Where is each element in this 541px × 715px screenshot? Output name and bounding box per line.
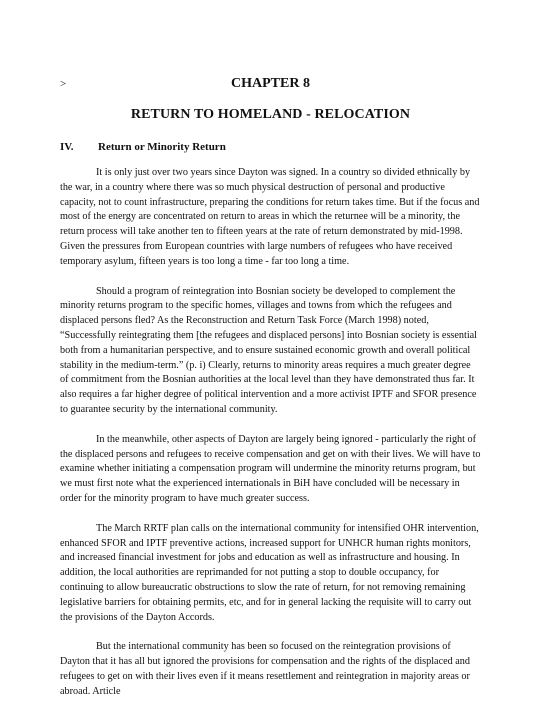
chapter-label: CHAPTER 8 [231,76,310,91]
section-number: IV. [60,141,74,153]
section-title: Return or Minority Return [98,141,226,153]
section-heading [60,141,226,153]
chapter-title: RETURN TO HOMELAND - RELOCATION [130,107,411,122]
paragraph: The March RRTF plan calls on the international community for intensified OHR intervention, enhanced SFOR and IPTF preventive actions, increased support for UNHCR human rights monitors, and increased financial investment for jobs and education as well as infrastructure and housing. In addition, the local authorities are reprimanded for not putting a stop to double occupancy, for continuing to allow bureaucratic obstructions to slow the rate of return, for not removing remaining legislative barriers for obtaining permits, etc, and for in general lacking the requisite will to carry out the provisions of the Dayton Accords. [60,522,479,623]
paragraph: It is only just over two years since Dayton was signed. In a country so divided ethnically by the war, in a country where there was so much physical destruction of personal and productive capacity, not to count infrastructure, preparing the conditions for return takes time. But if the focus and most of the energy are concentrated on return to areas in which the returnee will be a minority, the return process will take another ten to fifteen years at the rate of return demonstrated by mid-1998. Given the pressures from European countries with large numbers of refugees who have received temporary asylum, fifteen years is too long a time - far too long a time. [60,167,480,267]
paragraph: But the international community has been so focused on the reintegration provisions of Dayton that it has all but ignored the provisions for compensation and the rights of the displaced and refugees to get on with their lives even if it means resettlement and reintegration in majority areas or abroad. Article [60,641,470,697]
paragraph: In the meanwhile, other aspects of Dayton are largely being ignored - particularly the right of the displaced persons and refugees to receive compensation and get on with their lives. We will have to examine whether initiating a compensation program will undermine the minority returns program, but we must first note what the experienced internationals in BiH have concluded will be necessary in order for the minority program to have much greater success. [60,433,481,504]
body-text [60,166,481,715]
margin-mark: > [60,78,67,90]
paragraph: Should a program of reintegration into Bosnian society be developed to complement the minority returns program to the specific homes, villages and towns from which the refugees and displaced persons fled? As the Reconstruction and Return Task Force (March 1998) noted, “Successfully reintegrating them [the refugees and displaced persons] into Bosnian society is essential both from a humanitarian perspective, and to ensure sustained economic growth and overall political stability in the medium-term.” (p. i) Clearly, returns to minority areas requires a much greater degree of commitment from the Bosnian authorities at the local level than they have demonstrated thus far. It also requires a far higher degree of political intervention and a more activist IPTF and SFOR presence to guarantee security by the international community. [60,285,478,415]
